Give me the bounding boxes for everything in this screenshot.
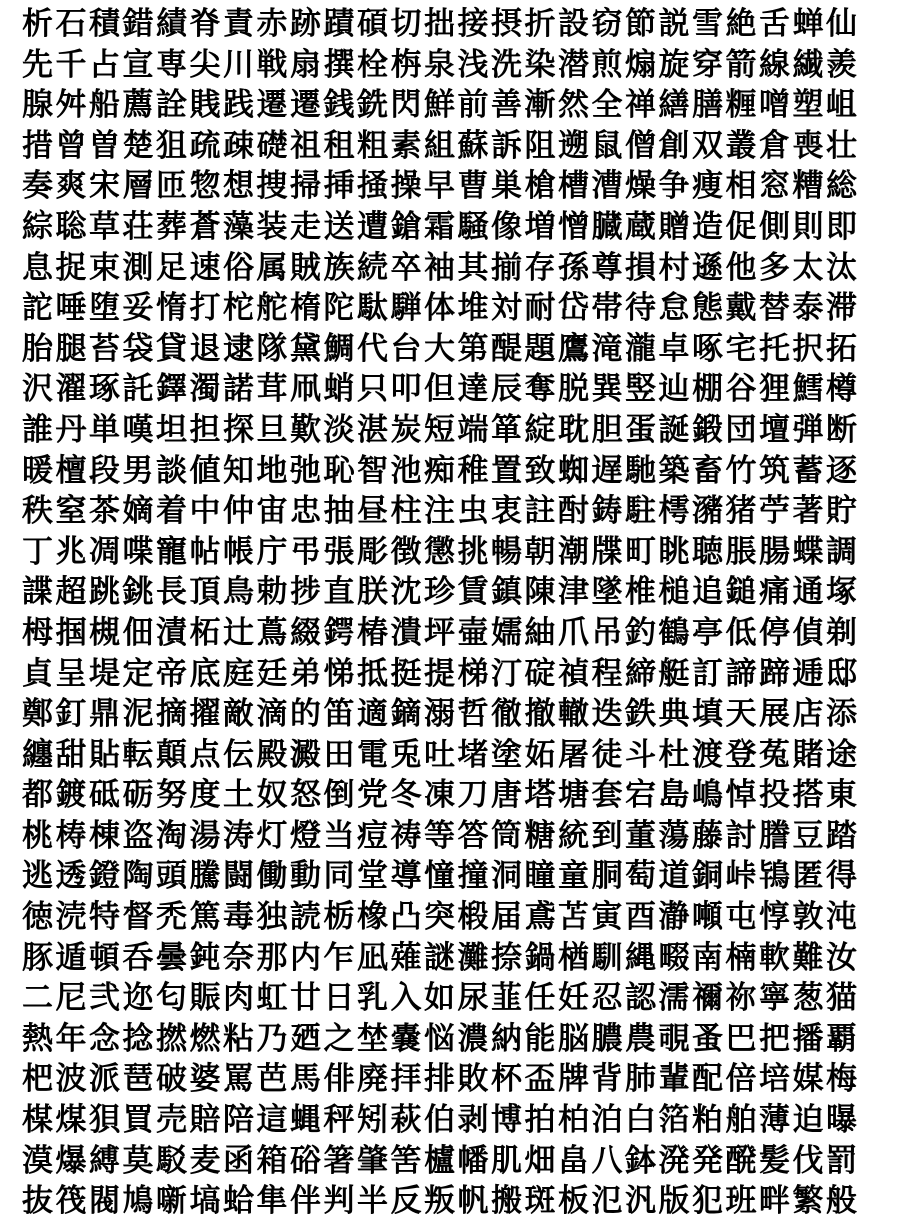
- kanji-row: 詑唾堕妥惰打柁舵楕陀駄騨体堆対耐岱帯待怠態戴替泰滞: [22, 290, 860, 327]
- kanji-row: 貞呈堤定帝底庭廷弟悌抵挺提梯汀碇禎程締艇訂諦蹄逓邸: [22, 655, 860, 692]
- kanji-row: 漠爆縛莫駁麦函箱硲箸肇筈櫨幡肌畑畠八鉢溌発醗髪伐罰: [22, 1142, 860, 1179]
- kanji-row: 胎腿苔袋貸退逮隊黛鯛代台大第醍題鷹滝瀧卓啄宅托択拓: [22, 330, 860, 367]
- kanji-row: 桃梼棟盗淘湯涛灯燈当痘祷等答筒糖統到董蕩藤討謄豆踏: [22, 817, 860, 854]
- kanji-row: 措曾曽楚狙疏疎礎祖租粗素組蘇訴阻遡鼠僧創双叢倉喪壮: [22, 127, 860, 164]
- kanji-row: 楳煤狽買売賠陪這蝿秤矧萩伯剥博拍柏泊白箔粕舶薄迫曝: [22, 1102, 860, 1139]
- kanji-row: 誰丹単嘆坦担探旦歎淡湛炭短端箪綻耽胆蛋誕鍛団壇弾断: [22, 411, 860, 448]
- kanji-row: 奏爽宋層匝惣想捜掃挿掻操早曹巣槍槽漕燥争痩相窓糟総: [22, 168, 860, 205]
- kanji-row: 二尼弐迩匂賑肉虹廿日乳入如尿韮任妊忍認濡禰祢寧葱猫: [22, 980, 860, 1017]
- kanji-row: 諜超跳銚長頂鳥勅捗直朕沈珍賃鎮陳津墜椎槌追鎚痛通塚: [22, 574, 860, 611]
- kanji-row: 鄭釘鼎泥摘擢敵滴的笛適鏑溺哲徹撤轍迭鉄典填天展店添: [22, 696, 860, 733]
- kanji-row: 都鍍砥砺努度土奴怒倒党冬凍刀唐塔塘套宕島嶋悼投搭東: [22, 777, 860, 814]
- kanji-row: 豚遁頓呑曇鈍奈那内乍凪薙謎灘捺鍋楢馴縄畷南楠軟難汝: [22, 939, 860, 976]
- kanji-row: 析石積錯績脊責赤跡蹟碩切拙接摂折設窃節説雪絶舌蝉仙: [22, 6, 860, 42]
- kanji-row: 熱年念捻撚燃粘乃廼之埜嚢悩濃納能脳膿農覗蚤巴把播覇: [22, 1020, 860, 1057]
- kanji-row: 纏甜貼転顛点伝殿澱田電兎吐堵塗妬屠徒斗杜渡登菟賭途: [22, 736, 860, 773]
- kanji-row: 腺舛船薦詮賎践遷遷銭銑閃鮮前善漸然全禅繕膳糎噌塑岨: [22, 87, 860, 124]
- kanji-row: 綜聡草荘葬蒼藻装走送遭鎗霜騒像増憎臓蔵贈造促側則即: [22, 208, 860, 245]
- kanji-row: 栂掴槻佃漬柘辻蔦綴鍔椿潰坪壷嬬紬爪吊釣鶴亭低停偵剃: [22, 614, 860, 651]
- kanji-row: 逃透鐙陶頭騰闘働動同堂導憧撞洞瞳童胴萄道銅峠鴇匿得: [22, 858, 860, 895]
- kanji-row: 秩窒茶嫡着中仲宙忠抽昼柱注虫衷註酎鋳駐樗瀦猪苧著貯: [22, 493, 860, 530]
- kanji-row: 先千占宣専尖川戦扇撰栓栴泉浅洗染潜煎煽旋穿箭線繊羨: [22, 46, 860, 83]
- kanji-row: 息捉束測足速俗属賊族続卒袖其揃存孫尊損村遜他多太汰: [22, 249, 860, 286]
- kanji-row: 抜筏閥鳩噺塙蛤隼伴判半反叛帆搬斑板氾汎版犯班畔繁般: [22, 1183, 860, 1220]
- kanji-specimen-sheet: [22, 4, 882, 1222]
- kanji-row: 暖檀段男談値知地弛恥智池痴稚置致蜘遅馳築畜竹筑蓄逐: [22, 452, 860, 489]
- kanji-row: 沢濯琢託鐸濁諾茸凧蛸只叩但達辰奪脱巽竪辿棚谷狸鱈樽: [22, 371, 860, 408]
- kanji-row: 杷波派琶破婆罵芭馬俳廃拝排敗杯盃牌背肺輩配倍培媒梅: [22, 1061, 860, 1098]
- kanji-row: 丁兆凋喋寵帖帳庁弔張彫徴懲挑暢朝潮牒町眺聴脹腸蝶調: [22, 533, 860, 570]
- kanji-row: 徳涜特督禿篤毒独読栃橡凸突椴届鳶苫寅酉瀞噸屯惇敦沌: [22, 899, 860, 936]
